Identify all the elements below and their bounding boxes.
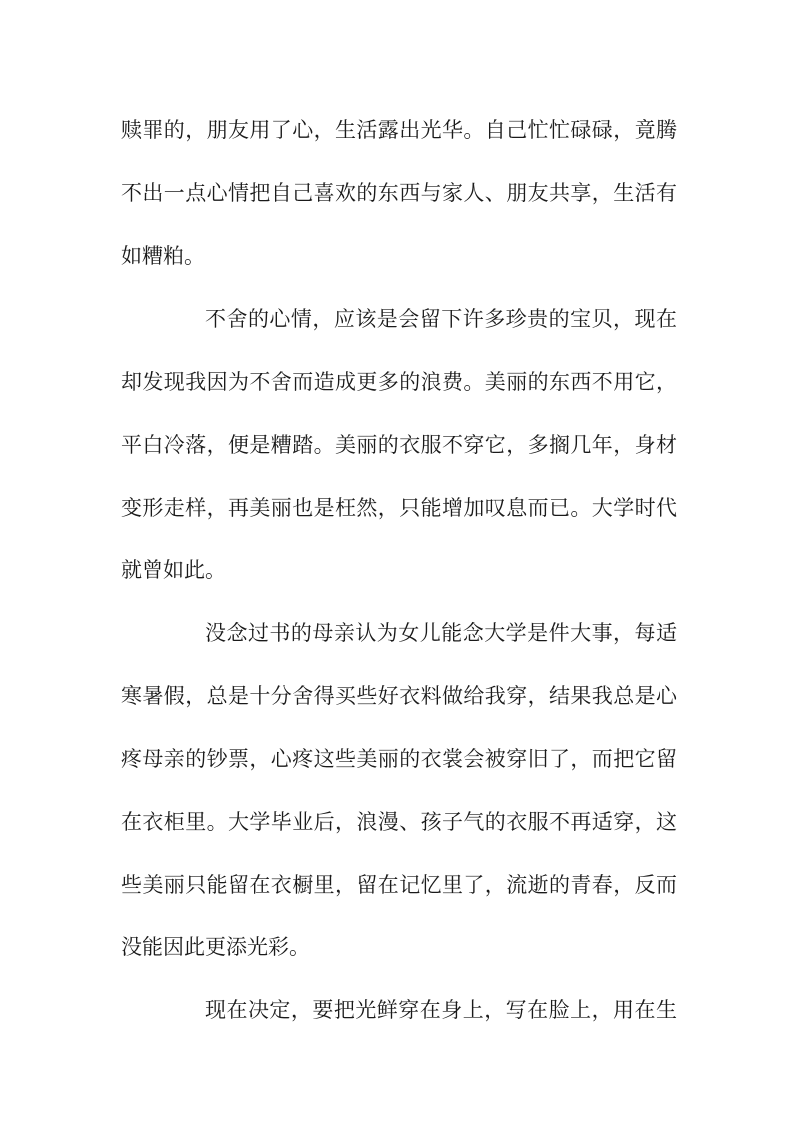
text-line: 疼母亲的钞票，心疼这些美丽的衣裳会被穿旧了，而把它留 [121, 747, 677, 771]
text-line: 如糟粕。 [121, 244, 205, 268]
text-line: 平白冷落，便是糟踏。美丽的衣服不穿它，多搁几年，身材 [121, 433, 677, 457]
text-line: 现在决定，要把光鲜穿在身上，写在脸上，用在生 [205, 998, 677, 1022]
text-line: 变形走样，再美丽也是枉然，只能增加叹息而已。大学时代 [121, 496, 677, 520]
text-line: 就曾如此。 [121, 558, 226, 582]
text-line: 些美丽只能留在衣橱里，留在记忆里了，流逝的青春，反而 [121, 873, 677, 897]
text-line: 赎罪的，朋友用了心，生活露出光华。自己忙忙碌碌，竟腾 [121, 118, 677, 142]
text-line: 没能因此更添光彩。 [121, 935, 310, 959]
text-line: 没念过书的母亲认为女儿能念大学是件大事，每适 [205, 621, 677, 645]
text-line: 在衣柜里。大学毕业后，浪漫、孩子气的衣服不再适穿，这 [121, 810, 677, 834]
text-line: 不舍的心情，应该是会留下许多珍贵的宝贝，现在 [205, 307, 677, 331]
text-line: 却发现我因为不舍而造成更多的浪费。美丽的东西不用它， [121, 370, 677, 394]
text-line: 不出一点心情把自己喜欢的东西与家人、朋友共享，生活有 [121, 181, 677, 205]
text-line: 寒暑假，总是十分舍得买些好衣料做给我穿，结果我总是心 [121, 684, 677, 708]
